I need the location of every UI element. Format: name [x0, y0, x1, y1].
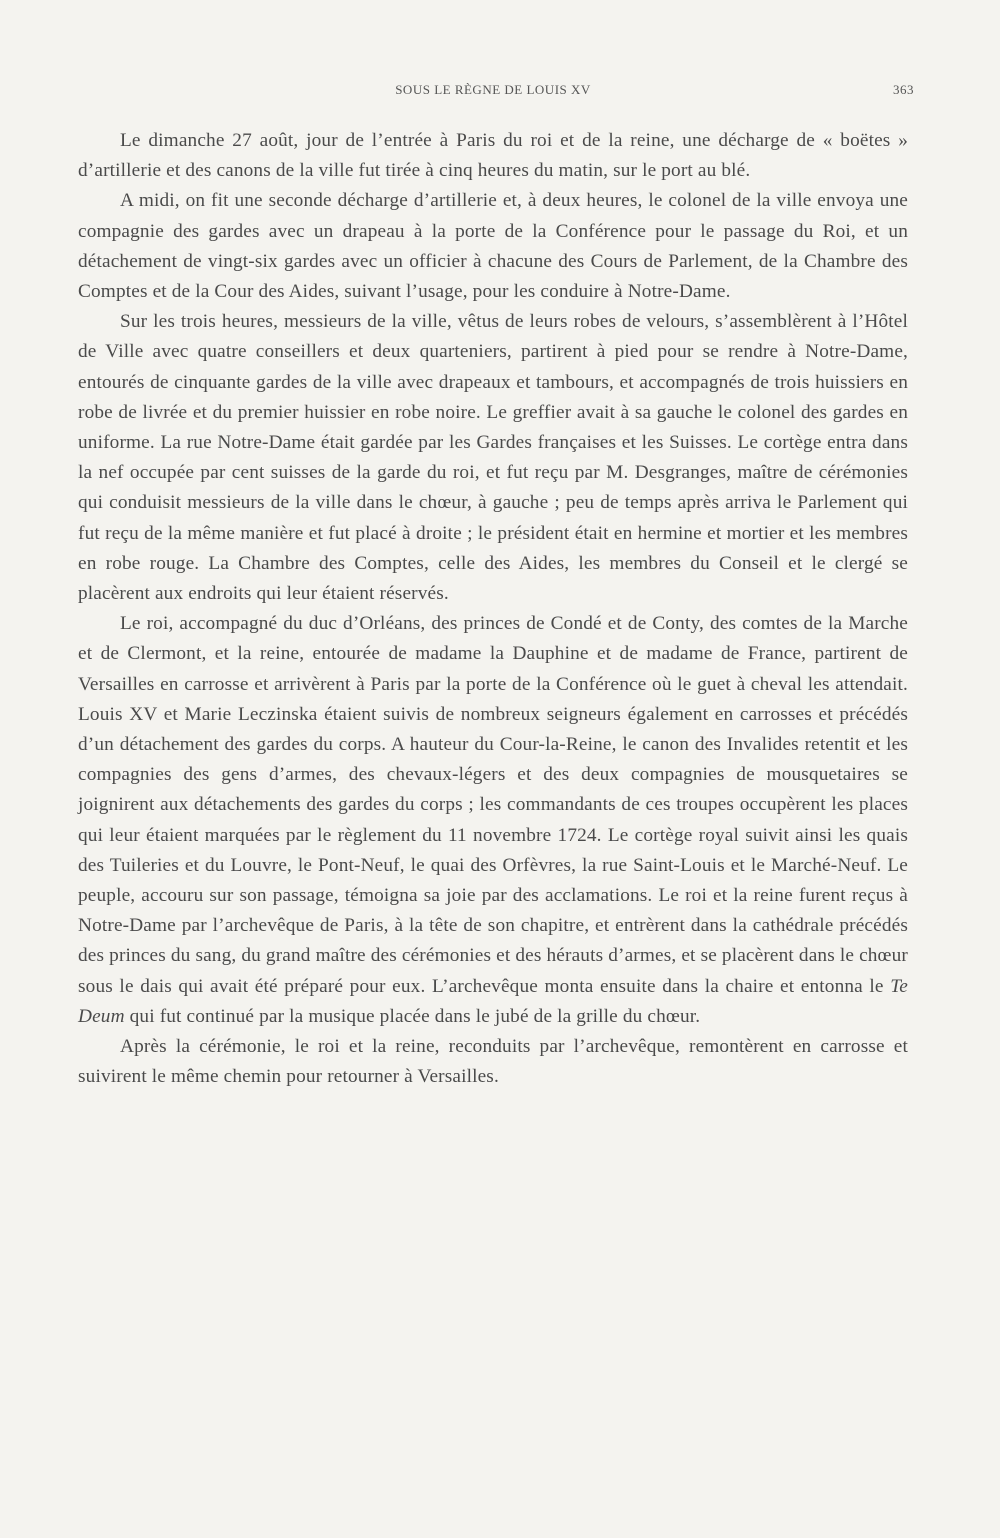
paragraph-4-text: Le roi, accompagné du duc d’Orléans, des princes de Condé et de Conty, des comtes de la Marche et de Clermont, et la reine, entourée de madame la Dauphine et de madame de France, partirent de Versailles en carrosse et arrivèrent à Paris par la porte de la Conférence où le guet à cheval les attendait. Louis XV et Marie Leczinska étaient suivis de nombreux seigneurs également en carrosses et précédés d’un détachement des gardes du corps. A hauteur du Cour-la-Reine, le canon des Invalides retentit et les compagnies des gens d’armes, des chevaux-légers et des deux compagnies de mousquetaires se joignirent aux détachements des gardes du corps ; les commandants de ces troupes occupèrent les places qui leur étaient marquées par le règlement du 11 novembre 1724. Le cortège royal suivit ainsi les quais des Tuileries et du Louvre, le Pont-Neuf, le quai des Orfèvres, la rue Saint-Louis et le Marché-Neuf. Le peuple, accouru sur son passage, témoigna sa joie par des acclamations. Le roi et la reine furent reçus à Notre-Dame par l’archevêque de Paris, à la tête de son chapitre, et entrèrent dans la cathédrale précédés des princes du sang, du grand maître des cérémonies et des hérauts d’armes, et se placèrent dans le chœur sous le dais qui avait été préparé pour eux. L’archevêque monta ensuite dans la chaire et entonna le: [78, 613, 908, 997]
paragraph-1: Le dimanche 27 août, jour de l’entrée à Paris du roi et de la reine, une décharge de « boëtes » d’artillerie et des canons de la ville fut tirée à cinq heures du matin, sur le port au blé.: [78, 130, 908, 182]
paragraph-3: Sur les trois heures, messieurs de la ville, vêtus de leurs robes de velours, s’assemblèrent à l’Hôtel de Ville avec quatre conseillers et deux quarteniers, partirent à pied pour se rendre à Notre-Dame, entourés de cinquante gardes de la ville avec drapeaux et tambours, et accompagnés de trois huissiers en robe de livrée et du premier huissier en robe noire. Le greffier avait à sa gauche le colonel des gardes en uniforme. La rue Notre-Dame était gardée par les Gardes françaises et les Suisses. Le cortège entra dans la nef occupée par cent suisses de la garde du roi, et fut reçu par M. Desgranges, maître de cérémonies qui conduisit messieurs de la ville dans le chœur, à gauche ; peu de temps après arriva le Parlement qui fut reçu de la même manière et fut placé à droite ; le président était en hermine et mortier et les membres en robe rouge. La Chambre des Comptes, celle des Aides, les membres du Conseil et le clergé se placèrent aux endroits qui leur étaient réservés.: [78, 311, 908, 605]
page-number: 363: [893, 82, 914, 97]
te-deum-italic: Te Deum: [78, 975, 908, 1027]
paragraph-4: [78, 609, 908, 1032]
running-title: SOUS LE RÈGNE DE LOUIS XV: [395, 82, 591, 97]
paragraph-4-text-end: qui fut continué par la musique placée dans le jubé de la grille du chœur.: [129, 1005, 701, 1027]
page-header: [78, 78, 914, 104]
paragraph-2: A midi, on fit une seconde décharge d’artillerie et, à deux heures, le colonel de la ville envoya une compagnie des gardes avec un drapeau à la porte de la Conférence pour le passage du Roi, et un détachement de vingt-six gardes avec un officier à chacune des Cours de Parlement, de la Chambre des Comptes et de la Cour des Aides, suivant l’usage, pour les conduire à Notre-Dame.: [78, 190, 908, 303]
paragraph-5: Après la cérémonie, le roi et la reine, reconduits par l’archevêque, remontèrent en carrosse et suivirent le même chemin pour retourner à Versailles.: [78, 1036, 908, 1088]
document-page: [78, 78, 914, 1093]
body-text: [78, 126, 908, 1093]
